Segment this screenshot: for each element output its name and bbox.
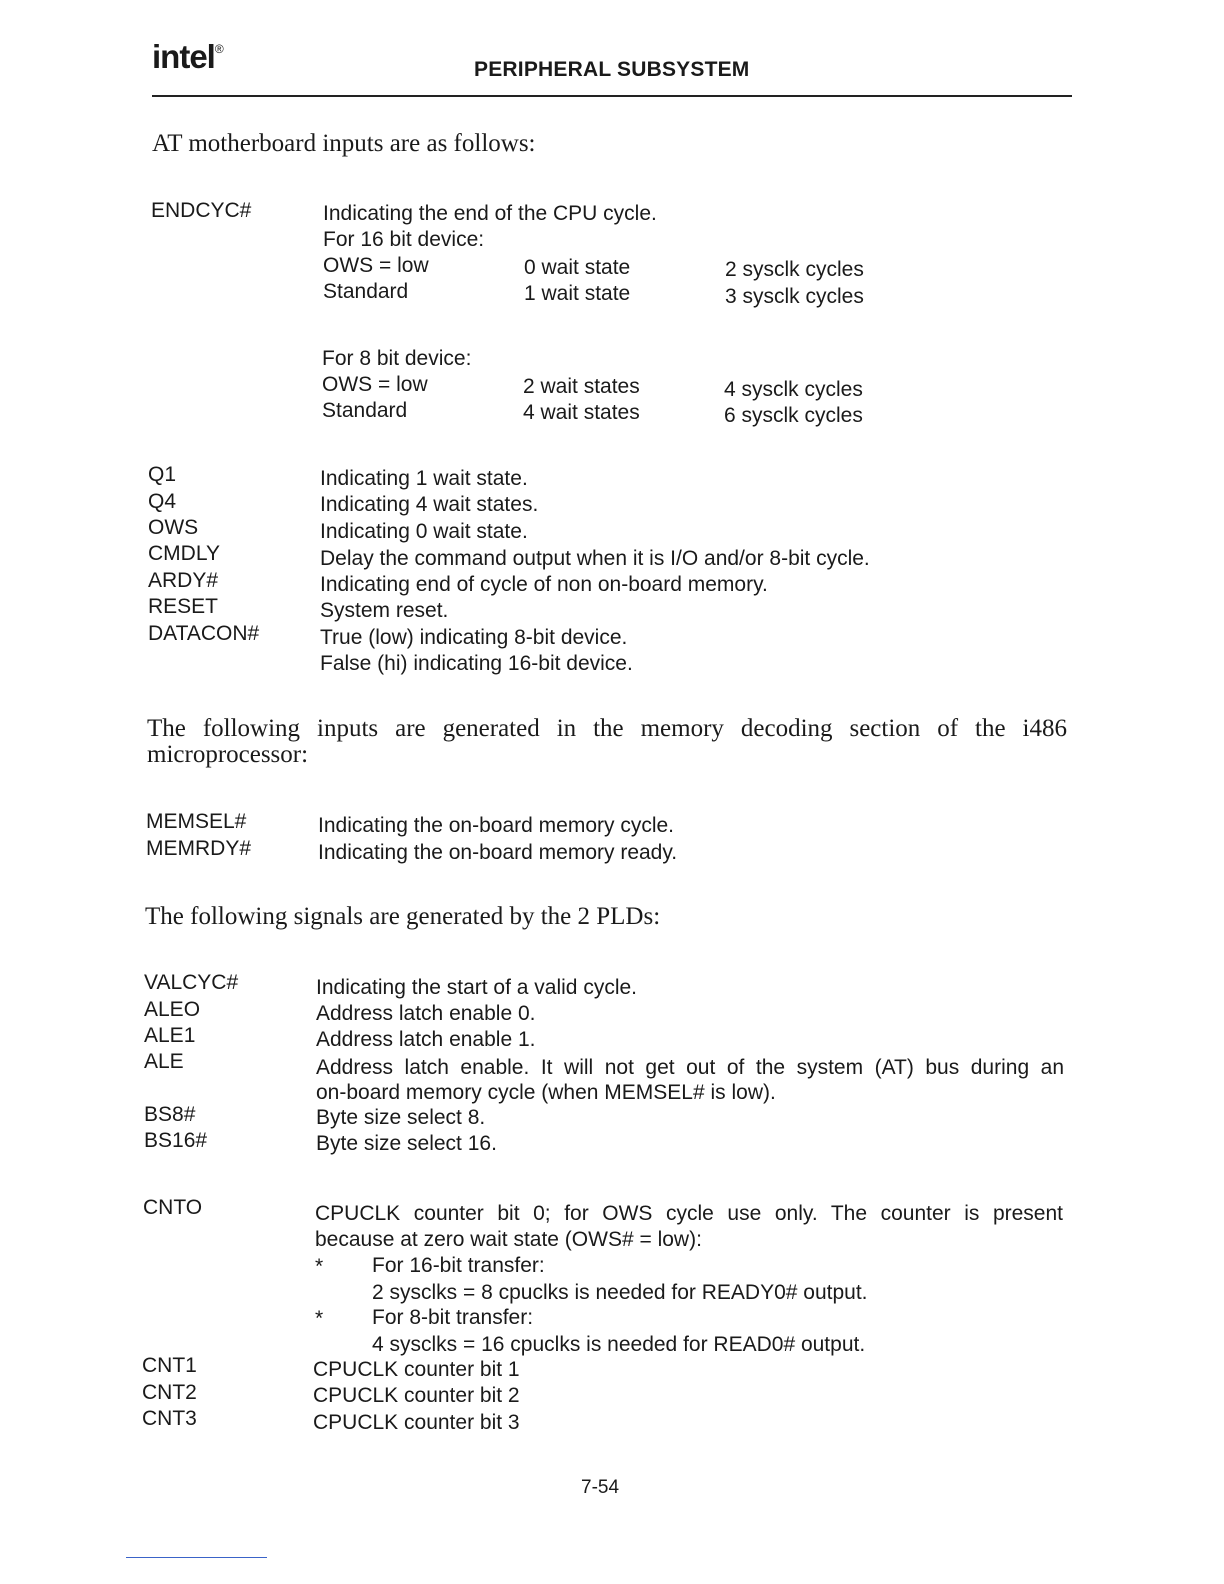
signal-name: CNT3 (142, 1407, 197, 1430)
endcyc-16-mode: OWS = low (323, 254, 429, 277)
signal-name: ALEO (144, 998, 201, 1021)
endcyc-desc: Indicating the end of the CPU cycle. (323, 202, 657, 225)
endcyc-8-wait: 4 wait states (523, 401, 640, 424)
page-number: 7-54 (581, 1477, 620, 1498)
signal-name: ALE1 (144, 1024, 196, 1047)
endcyc-16-mode: Standard (323, 280, 409, 303)
cnto-bullet1-detail: 2 sysclks = 8 cpuclks is needed for READY0# output. (372, 1281, 868, 1304)
signal-desc: System reset. (320, 599, 449, 622)
intro-memory-decoding-line1: The following inputs are generated in the memory decoding section of the i486 (147, 715, 1067, 742)
signal-desc: Indicating the on-board memory ready. (318, 841, 678, 864)
signal-desc: on-board memory cycle (when MEMSEL# is low). (316, 1081, 776, 1104)
signal-desc: True (low) indicating 8-bit device. (320, 626, 628, 649)
signal-name: MEMRDY# (146, 837, 252, 860)
signal-name: CNT1 (142, 1354, 197, 1377)
signal-name: CMDLY (148, 542, 220, 565)
endcyc-16-wait: 1 wait state (524, 282, 631, 305)
cnto-desc-line2: because at zero wait state (OWS# = low): (315, 1228, 702, 1251)
signal-desc: Delay the command output when it is I/O and/or 8-bit cycle. (320, 547, 870, 570)
endcyc-8-mode: OWS = low (322, 373, 428, 396)
intro-memory-decoding-line2: microprocessor: (147, 741, 309, 768)
signal-desc: Address latch enable 0. (316, 1002, 536, 1025)
signal-desc: Indicating end of cycle of non on-board memory. (320, 573, 768, 596)
signal-name: CNT2 (142, 1381, 197, 1404)
signal-name: Q1 (148, 463, 177, 486)
signal-name-cnto: CNTO (143, 1196, 203, 1219)
signal-name: VALCYC# (144, 971, 239, 994)
signal-desc: Indicating the on-board memory cycle. (318, 814, 675, 837)
signal-desc: False (hi) indicating 16-bit device. (320, 652, 633, 675)
signal-desc: Indicating 1 wait state. (320, 467, 528, 490)
header-rule (152, 95, 1072, 97)
endcyc-16-cycles: 2 sysclk cycles (725, 258, 864, 281)
signal-desc: Address latch enable. It will not get out of the system (AT) bus during an (316, 1056, 1064, 1079)
intro-at-inputs: AT motherboard inputs are as follows: (152, 130, 536, 157)
cnto-bullet2-detail: 4 sysclks = 16 cpuclks is needed for READ0# output. (372, 1333, 866, 1356)
signal-name: ARDY# (148, 569, 219, 592)
intro-pld-signals: The following signals are generated by the 2 PLDs: (145, 903, 661, 930)
signal-name: OWS (148, 516, 199, 539)
bullet-marker: * (315, 1307, 324, 1330)
signal-desc: Byte size select 16. (316, 1132, 497, 1155)
signal-name: MEMSEL# (146, 810, 247, 833)
intel-logo: intel® (152, 38, 223, 75)
bullet-marker: * (315, 1255, 324, 1278)
endcyc-16bit-heading: For 16 bit device: (323, 228, 485, 251)
signal-name: BS16# (144, 1129, 208, 1152)
signal-desc: Indicating the start of a valid cycle. (316, 976, 637, 999)
signal-name: RESET (148, 595, 219, 618)
page-header-title: PERIPHERAL SUBSYSTEM (474, 58, 750, 81)
endcyc-8-mode: Standard (322, 399, 408, 422)
endcyc-8-cycles: 4 sysclk cycles (724, 378, 863, 401)
endcyc-8bit-heading: For 8 bit device: (322, 347, 472, 370)
signal-name: Q4 (148, 490, 177, 513)
signal-desc: Indicating 4 wait states. (320, 493, 539, 516)
endcyc-8-wait: 2 wait states (523, 375, 640, 398)
endcyc-8-cycles: 6 sysclk cycles (724, 404, 863, 427)
signal-desc: CPUCLK counter bit 1 (313, 1358, 520, 1381)
footer-rule (126, 1557, 267, 1558)
signal-name: BS8# (144, 1103, 196, 1126)
signal-desc: Indicating 0 wait state. (320, 520, 528, 543)
signal-name: ALE (144, 1050, 184, 1073)
cnto-bullet1-title: For 16-bit transfer: (372, 1254, 545, 1277)
signal-desc: Byte size select 8. (316, 1106, 486, 1129)
signal-name-endcyc: ENDCYC# (151, 199, 252, 222)
signal-name: DATACON# (148, 622, 260, 645)
cnto-bullet2-title: For 8-bit transfer: (372, 1306, 534, 1329)
cnto-desc-line1: CPUCLK counter bit 0; for OWS cycle use only. The counter is present (315, 1202, 1063, 1225)
signal-desc: CPUCLK counter bit 2 (313, 1384, 520, 1407)
endcyc-16-wait: 0 wait state (524, 256, 631, 279)
signal-desc: Address latch enable 1. (316, 1028, 536, 1051)
endcyc-16-cycles: 3 sysclk cycles (725, 285, 864, 308)
signal-desc: CPUCLK counter bit 3 (313, 1411, 520, 1434)
